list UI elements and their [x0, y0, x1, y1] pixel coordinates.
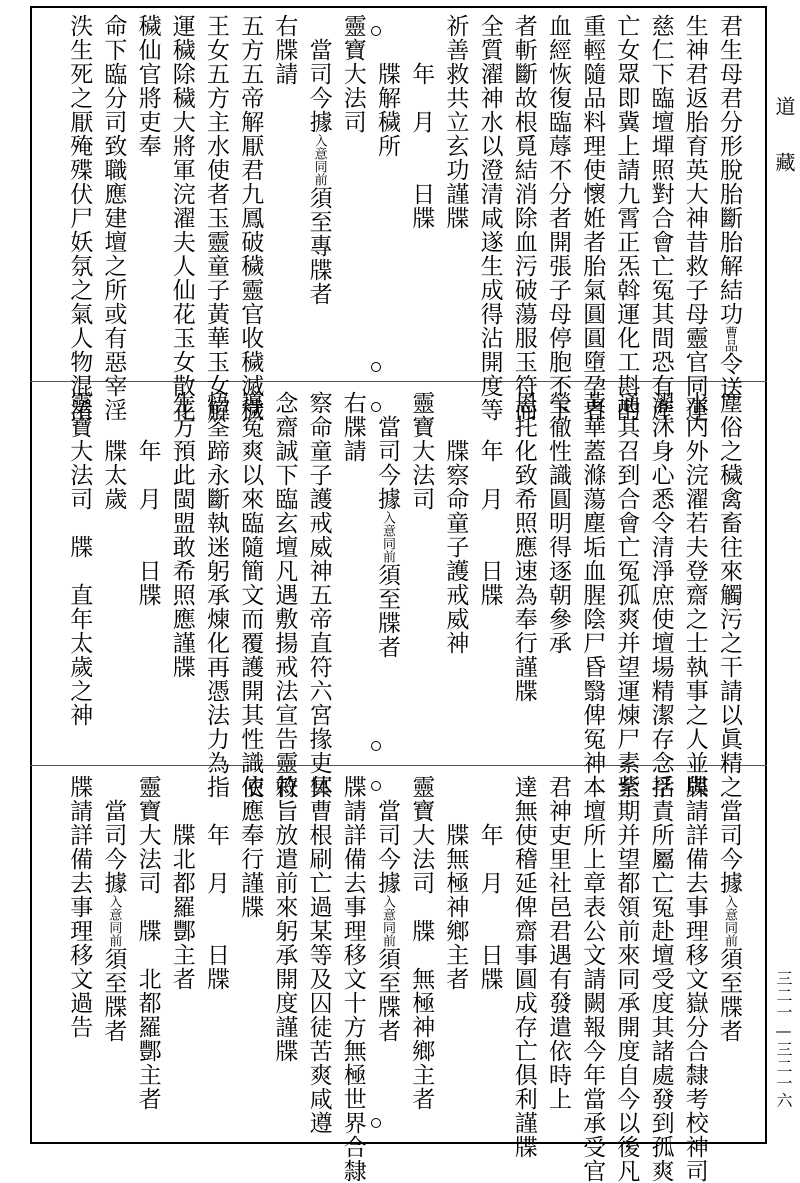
- punch-circle: [371, 362, 381, 372]
- text-segment: 括責所屬亡冤赴壇受度其諸處發到孤爽: [647, 775, 674, 1183]
- text-column: [714, 391, 743, 799]
- text-segment: 右牒請: [271, 14, 298, 86]
- text-segment: 年 月 日牒: [203, 775, 229, 991]
- annotation-note: 曹品: [722, 326, 737, 352]
- text-column: [338, 391, 367, 463]
- text-column: [304, 775, 333, 1135]
- text-segment: 牒北都羅酆主者: [168, 775, 195, 991]
- text-column: [269, 775, 298, 1063]
- text-column: [611, 391, 640, 799]
- text-segment: 導冤爽以來臨隨簡文而覆護開其性識使: [237, 391, 264, 799]
- text-segment: 靈寶大法司: [339, 14, 366, 134]
- text-segment: 血經恢復臨蓐不分者開張子母停胞不下: [545, 14, 571, 422]
- text-column: [577, 775, 606, 1183]
- text-column: [98, 14, 127, 422]
- text-segment: 泆生死之厭殗殜伏尸妖氛之氣人物混淆: [66, 14, 93, 422]
- text-segment: 君神吏里社邑君遇有發遣依時上: [545, 775, 571, 1111]
- text-segment: 須至專牒者: [305, 186, 332, 306]
- text-segment: 全質濯神水以澄清咸遂生成得沾開度等: [476, 14, 503, 422]
- text-column: [372, 14, 401, 158]
- text-column: [338, 775, 367, 1183]
- annotation-note: 入意同前: [380, 511, 395, 563]
- text-column: [714, 14, 744, 400]
- text-segment: 君生母君分形脫胎斷胎解結功: [716, 14, 742, 326]
- text-segment: 須至牒者: [100, 947, 127, 1043]
- punch-circle: [371, 1118, 381, 1128]
- text-segment: 水内外浣濯若夫登齋之士執事之人並與: [681, 391, 708, 799]
- text-segment: 五方五帝解厭君九鳳破穢靈官收穢滅穢: [237, 14, 264, 422]
- text-column: [509, 391, 538, 703]
- text-column: [133, 14, 162, 158]
- text-segment: 亡女眾即冀上請九霄正炁斡運化工斟酌: [613, 14, 640, 422]
- text-column: [304, 14, 334, 306]
- text-column: [133, 391, 162, 607]
- text-segment: 須至牒者: [716, 947, 742, 1043]
- text-column: [98, 775, 128, 1043]
- text-segment: 瑩徹性識圓明得逐朝參承: [545, 391, 571, 655]
- text-column: [646, 14, 675, 422]
- text-segment: 王女五方主水使者玉靈童子黃華玉女解: [203, 14, 229, 422]
- text-segment: 本壇所上章表公文請闕報今年當承受官: [579, 775, 606, 1183]
- text-segment: 牒太歲: [100, 391, 127, 511]
- annotation-note: 入意同前: [106, 895, 122, 947]
- text-segment: 塵俗之穢禽畜往來觸污之干請以眞精之: [716, 391, 742, 799]
- text-column: [167, 391, 196, 679]
- text-segment: 靈寶大法司: [408, 391, 435, 511]
- text-segment: 靈寶大法司 牒 北都羅酆主者: [134, 775, 161, 1111]
- text-column: [406, 391, 435, 511]
- text-segment: 通其召到合會亡冤孤爽并望運煉尸素紫: [613, 391, 640, 799]
- text-column: [543, 14, 572, 422]
- text-column: [577, 14, 606, 422]
- text-segment: 念齋誠下臨玄壇凡遇敷揚戒法宣告靈符: [271, 391, 298, 799]
- text-segment: 者斬斷故根覓結消除血污破蕩服玉符而: [510, 14, 537, 422]
- text-segment: 慈仁下臨壇墠照對合會亡冤其間恐有產: [647, 14, 674, 422]
- text-column: [440, 14, 469, 230]
- text-column: [201, 14, 230, 422]
- text-segment: 牒請詳備去事理移文嶽分合隸考校神司: [681, 775, 708, 1183]
- text-segment: 重輕隨品料理使懷姙者胎氣圓圓墮孕者: [579, 14, 606, 422]
- text-column: [64, 14, 93, 422]
- text-column: [475, 391, 504, 607]
- text-segment: 牒請詳備去事理移文十方無極世界合隸: [339, 775, 366, 1183]
- text-column: [372, 775, 402, 1043]
- text-column: [509, 775, 538, 1159]
- text-column: [235, 775, 264, 919]
- margin-book-title: 道 藏: [772, 96, 796, 178]
- text-segment: 右牒請: [339, 391, 366, 463]
- text-segment: 靈寶大法司 牒 直年太歲之神: [66, 391, 93, 727]
- text-column: [714, 775, 744, 1043]
- punch-circle: [371, 741, 381, 751]
- text-segment: 牒解穢所: [374, 14, 400, 158]
- text-segment: 當司今據: [374, 775, 400, 895]
- text-column: [646, 391, 675, 799]
- text-column: [543, 391, 572, 655]
- text-segment: 當司今據: [374, 391, 400, 511]
- text-segment: 年 月 日牒: [476, 775, 503, 991]
- text-column: [201, 391, 230, 799]
- text-segment: 敕旨放遣前來躬承開度謹牒: [271, 775, 298, 1063]
- text-column: [646, 775, 675, 1183]
- text-segment: 當司今據: [716, 775, 742, 895]
- text-column: [440, 775, 469, 991]
- text-segment: 至期并望都領前來同承開度自今以後凡: [613, 775, 640, 1183]
- annotation-note: 入意同前: [380, 895, 395, 947]
- text-column: [680, 775, 709, 1183]
- text-column: [269, 391, 298, 799]
- text-column: [167, 775, 196, 991]
- text-column: [406, 775, 435, 1111]
- text-segment: 濯沐身心悉令清淨庶使壇場精潔存念孚: [647, 391, 674, 799]
- text-segment: 依應奉行謹牒: [237, 775, 264, 919]
- text-segment: 牒無極神鄉主者: [442, 775, 469, 991]
- text-column: [475, 775, 504, 991]
- text-column: [611, 14, 640, 422]
- text-segment: 生方預此閩盟敢希照應謹牒: [168, 391, 195, 679]
- text-segment: 穢仙官將吏奉: [134, 14, 161, 158]
- text-segment: 年 月 日牒: [134, 391, 161, 607]
- text-column: [98, 391, 127, 511]
- text-segment: 牒請詳備去事理移文過告: [66, 775, 93, 1039]
- text-segment: 祈善救共立玄功謹牒: [442, 14, 469, 230]
- text-segment: 年 月 日牒: [476, 391, 503, 607]
- text-segment: 黃華蓋滌蕩塵垢血腥陰尸昏翳俾冤神: [579, 391, 606, 775]
- text-column: [64, 775, 93, 1039]
- text-column: [440, 391, 469, 655]
- text-segment: 牒察命童子護戒威神: [442, 391, 469, 655]
- text-segment: 恩托化致希照應速為奉行謹牒: [510, 391, 537, 703]
- text-segment: 當司今據: [100, 775, 127, 895]
- text-segment: 悟筌蹄永斷執迷躬承煉化再憑法力為指: [203, 391, 229, 799]
- text-segment: 察命童子護戒威神五帝直符六宮掾吏体: [305, 391, 332, 799]
- text-column: [372, 391, 402, 659]
- text-column: [201, 775, 230, 991]
- text-segment: 生神君返胎育英大神昔救子母靈官同運: [681, 14, 708, 422]
- text-segment: 須至牒者: [374, 947, 400, 1043]
- text-segment: 靈寶大法司 牒 無極神鄉主者: [408, 775, 435, 1111]
- text-segment: 命下臨分司致職應建壇之所或有惡宰淫: [100, 14, 127, 422]
- text-column: [509, 14, 538, 422]
- annotation-note: 入意同前: [311, 134, 327, 186]
- text-column: [406, 14, 435, 230]
- text-column: [167, 14, 196, 422]
- text-column: [680, 14, 709, 422]
- text-column: [64, 391, 93, 727]
- text-segment: 當司今據: [305, 14, 332, 134]
- text-segment: 令送: [716, 352, 742, 400]
- text-column: [235, 14, 264, 422]
- text-column: [680, 391, 709, 799]
- text-column: [269, 14, 298, 86]
- text-segment: 年 月 日牒: [408, 14, 435, 230]
- text-column: [611, 775, 640, 1183]
- text-column: [543, 775, 572, 1111]
- text-column: [304, 391, 333, 799]
- text-segment: 運穢除穢大將軍浣濯夫人仙花玉女散花: [168, 14, 195, 422]
- text-column: [577, 391, 606, 775]
- text-column: [475, 14, 504, 422]
- text-segment: 須至牒者: [374, 563, 400, 659]
- text-column: [235, 391, 264, 799]
- annotation-note: 入意同前: [722, 895, 737, 947]
- text-column: [338, 14, 367, 134]
- text-segment: 達無使稽延俾齋事圓成存亡俱利謹牒: [510, 775, 537, 1159]
- margin-page-number: 三二一—三二一六: [774, 970, 793, 1109]
- text-column: [133, 775, 162, 1111]
- text-segment: 冥曹根刷亡過某等及囚徒苦爽咸遵: [305, 775, 332, 1135]
